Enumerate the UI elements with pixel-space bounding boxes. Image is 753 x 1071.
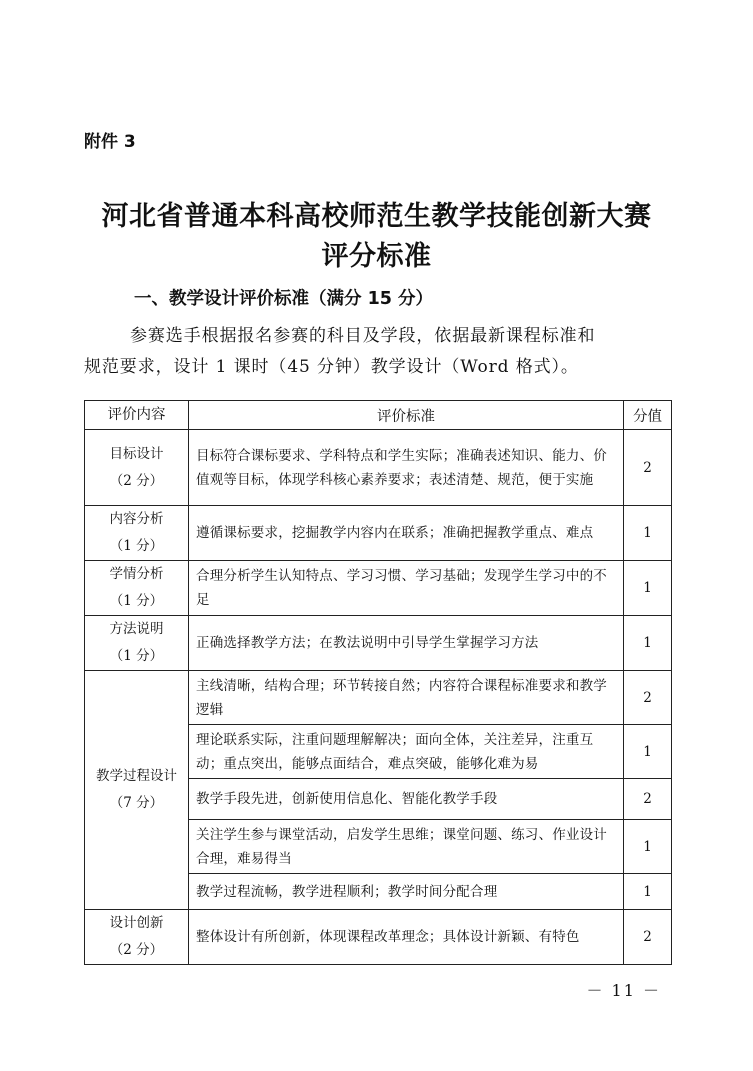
row-item-cell xyxy=(85,671,189,910)
row-item-name: 学情分析 xyxy=(109,566,164,582)
row-item-points: （1 分） xyxy=(109,538,164,554)
row-criteria: 整体设计有所创新，体现课程改革理念；具体设计新颖、有特色 xyxy=(189,910,624,965)
row-criteria: 合理分析学生认知特点、学习习惯、学习基础；发现学生学习中的不足 xyxy=(189,561,624,616)
row-item-cell xyxy=(85,506,189,561)
row-item-cell xyxy=(85,430,189,506)
row-score: 1 xyxy=(624,616,672,671)
row-score: 1 xyxy=(624,820,672,874)
row-criteria: 教学过程流畅，教学进程顺利；教学时间分配合理 xyxy=(189,874,624,910)
page-number: － 11 － xyxy=(586,981,661,1000)
row-item-cell xyxy=(85,561,189,616)
attachment-label: 附件 3 xyxy=(84,132,136,152)
document-title: 河北省普通本科高校师范生教学技能创新大赛 xyxy=(101,201,652,232)
table-row xyxy=(85,561,672,616)
row-item-name: 方法说明 xyxy=(109,621,164,637)
row-criteria: 目标符合课标要求、学科特点和学生实际；准确表述知识、能力、价值观等目标，体现学科核心素养要求；表述清楚、规范，便于实施 xyxy=(189,430,624,506)
row-criteria: 遵循课标要求，挖掘教学内容内在联系；准确把握教学重点、难点 xyxy=(189,506,624,561)
document-subtitle: 评分标准 xyxy=(321,241,432,272)
table-row xyxy=(85,910,672,965)
row-criteria: 理论联系实际，注重问题理解解决；面向全体，关注差异，注重互动；重点突出，能够点面结合，难点突破，能够化难为易 xyxy=(189,725,624,779)
row-item-name: 设计创新 xyxy=(109,915,164,931)
row-item-points: （7 分） xyxy=(109,795,164,811)
table-row xyxy=(85,671,672,725)
row-score: 2 xyxy=(624,671,672,725)
column-header-item: 评价内容 xyxy=(85,401,189,430)
scoring-table xyxy=(84,400,672,965)
column-header-score: 分值 xyxy=(624,401,672,430)
table-header-row xyxy=(85,401,672,430)
table-row xyxy=(85,506,672,561)
section-heading: 一、教学设计评价标准（满分 15 分） xyxy=(134,289,434,309)
row-score: 1 xyxy=(624,506,672,561)
row-criteria: 主线清晰，结构合理；环节转接自然；内容符合课程标准要求和教学逻辑 xyxy=(189,671,624,725)
row-item-name: 目标设计 xyxy=(109,445,164,462)
row-item-name: 内容分析 xyxy=(109,511,164,527)
table-row xyxy=(85,430,672,506)
table-row xyxy=(85,616,672,671)
row-score: 2 xyxy=(624,779,672,820)
row-score: 1 xyxy=(624,874,672,910)
row-item-points: （1 分） xyxy=(109,648,164,664)
row-item-name: 教学过程设计 xyxy=(96,768,177,784)
row-item-points: （2 分） xyxy=(109,472,164,489)
column-header-criteria: 评价标准 xyxy=(189,401,624,430)
row-score: 2 xyxy=(624,430,672,506)
row-criteria: 关注学生参与课堂活动，启发学生思维；课堂问题、练习、作业设计合理，难易得当 xyxy=(189,820,624,874)
row-item-cell xyxy=(85,616,189,671)
row-item-cell xyxy=(85,910,189,965)
row-item-points: （1 分） xyxy=(109,593,164,609)
row-score: 1 xyxy=(624,725,672,779)
intro-paragraph-line2: 规范要求，设计 1 课时（45 分钟）教学设计（Word 格式）。 xyxy=(84,357,579,377)
intro-paragraph-line1: 参赛选手根据报名参赛的科目及学段，依据最新课程标准和 xyxy=(130,326,596,346)
row-score: 1 xyxy=(624,561,672,616)
row-score: 2 xyxy=(624,910,672,965)
row-criteria: 教学手段先进，创新使用信息化、智能化教学手段 xyxy=(189,779,624,820)
row-item-points: （2 分） xyxy=(109,942,164,958)
row-criteria: 正确选择教学方法；在教法说明中引导学生掌握学习方法 xyxy=(189,616,624,671)
